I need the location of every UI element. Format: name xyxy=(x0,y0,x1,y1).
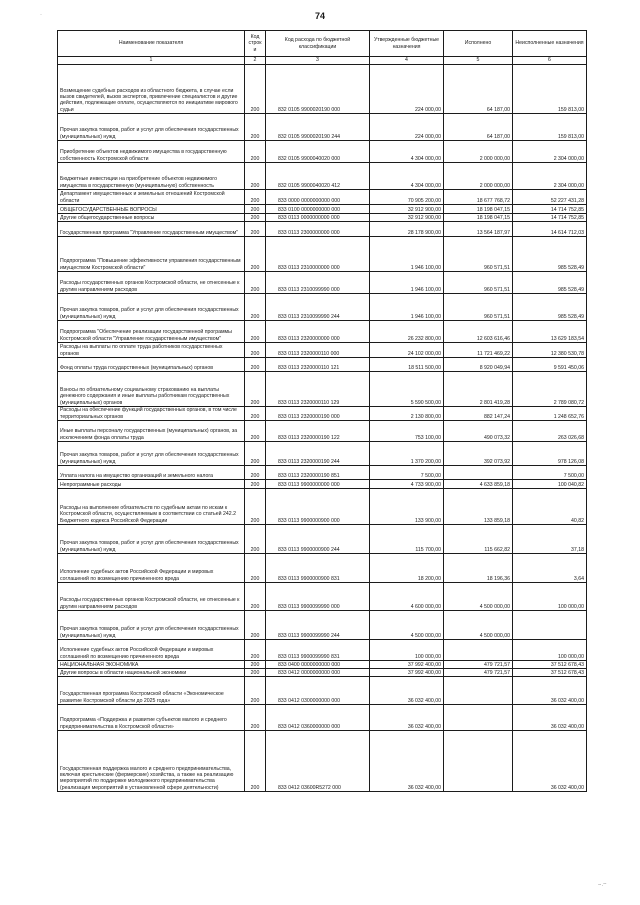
table-row xyxy=(58,640,587,661)
row-executed: 4 500 000,00 xyxy=(444,583,513,611)
row-name: Прочая закупка товаров, работ и услуг для обеспечения государственных (муниципальных) нужд xyxy=(58,442,245,466)
column-index: 4 xyxy=(370,57,444,65)
row-approved: 70 905 200,00 xyxy=(370,190,444,205)
row-classification: 833 0113 2320000000 000 xyxy=(266,321,370,343)
row-executed: 4 633 859,18 xyxy=(444,480,513,489)
row-approved: 4 304 000,00 xyxy=(370,163,444,190)
row-unexecuted: 36 032 400,00 xyxy=(513,731,587,792)
row-unexecuted: 985 528,49 xyxy=(513,294,587,321)
row-unexecuted: 2 304 000,00 xyxy=(513,163,587,190)
row-name: Расходы на выполнение обязательств по судебным актам по искам к Костромской области, осуществляемым в соответствии со статьей 242.2 Бюджетного кодекса Российской Федерации xyxy=(58,489,245,525)
row-unexecuted: 159 813,00 xyxy=(513,114,587,141)
row-code: 200 xyxy=(245,214,266,222)
row-name: Другие вопросы в области национальной экономики xyxy=(58,669,245,677)
scan-mark: · xyxy=(40,12,42,18)
row-executed: 64 187,00 xyxy=(444,114,513,141)
row-approved: 36 032 400,00 xyxy=(370,705,444,731)
row-classification: 832 0105 9900020190 000 xyxy=(266,65,370,114)
table-row xyxy=(58,611,587,640)
table-row xyxy=(58,669,587,677)
row-classification: 833 0113 9900099990 244 xyxy=(266,611,370,640)
row-code: 200 xyxy=(245,640,266,661)
table-row xyxy=(58,489,587,525)
table-row xyxy=(58,65,587,114)
row-approved: 5 590 500,00 xyxy=(370,372,444,407)
row-name: Исполнение судебных актов Российской Федерации и мировых соглашений по возмещению причиненного вреда xyxy=(58,554,245,583)
row-classification: 833 0113 2320000190 122 xyxy=(266,421,370,442)
table-row xyxy=(58,321,587,343)
column-index-row xyxy=(58,57,587,65)
row-classification: 833 0113 2320000190 851 xyxy=(266,466,370,480)
row-executed: 133 859,18 xyxy=(444,489,513,525)
row-code: 200 xyxy=(245,222,266,237)
row-name: Иные выплаты персоналу государственных (муниципальных) органов, за исключением фонда оплаты труда xyxy=(58,421,245,442)
row-unexecuted: 100 040,82 xyxy=(513,480,587,489)
row-classification: 833 0113 0000000000 000 xyxy=(266,214,370,222)
table-row xyxy=(58,583,587,611)
row-unexecuted: 37 512 678,43 xyxy=(513,661,587,669)
row-approved: 2 130 800,00 xyxy=(370,407,444,421)
row-classification: 833 0113 9900000900 000 xyxy=(266,489,370,525)
row-classification: 833 0113 9900099990 831 xyxy=(266,640,370,661)
row-executed: 479 721,57 xyxy=(444,669,513,677)
table-row xyxy=(58,661,587,669)
row-name: Подпрограмма "Обеспечение реализации государственной программы Костромской области "Управление государственным имуществом" xyxy=(58,321,245,343)
row-executed: 2 000 000,00 xyxy=(444,163,513,190)
table-row xyxy=(58,480,587,489)
row-code: 200 xyxy=(245,583,266,611)
row-executed: 64 187,00 xyxy=(444,65,513,114)
row-unexecuted: 13 629 183,54 xyxy=(513,321,587,343)
row-approved: 36 032 400,00 xyxy=(370,731,444,792)
row-name: Государственная программа Костромской области «Экономическое развитие Костромской области до 2025 года» xyxy=(58,677,245,705)
table-row xyxy=(58,343,587,358)
row-name: Расходы государственных органов Костромской области, не отнесенные к другим направлениям расходов xyxy=(58,583,245,611)
row-approved: 224 000,00 xyxy=(370,65,444,114)
row-classification: 833 0113 2310000000 000 xyxy=(266,237,370,272)
scan-mark: ~.~ xyxy=(597,881,608,889)
column-index: 1 xyxy=(58,57,245,65)
row-unexecuted xyxy=(513,611,587,640)
page-number: 74 xyxy=(314,11,325,21)
row-classification: 833 0400 0000000000 000 xyxy=(266,661,370,669)
column-index: 3 xyxy=(266,57,370,65)
table-row xyxy=(58,554,587,583)
row-approved: 18 200,00 xyxy=(370,554,444,583)
row-unexecuted: 263 026,68 xyxy=(513,421,587,442)
row-approved: 753 100,00 xyxy=(370,421,444,442)
row-name: Приобретение объектов недвижимого имущества в государственную собственность Костромской области xyxy=(58,141,245,163)
row-executed: 479 721,57 xyxy=(444,661,513,669)
header-code: Код строк и xyxy=(245,31,266,57)
row-name: Взносы по обязательному социальному страхованию на выплаты денежного содержания и иные выплаты работникам государственных (муниципальных) органов xyxy=(58,372,245,407)
table-row xyxy=(58,442,587,466)
row-executed: 8 920 049,94 xyxy=(444,358,513,372)
row-unexecuted: 1 248 652,76 xyxy=(513,407,587,421)
row-name: Расходы на обеспечение функций государственных органов, в том числе территориальных органов xyxy=(58,407,245,421)
row-name: Государственная программа "Управление государственным имуществом" xyxy=(58,222,245,237)
row-executed: 960 571,51 xyxy=(444,237,513,272)
row-classification: 833 0412 0300000000 000 xyxy=(266,677,370,705)
row-executed: 18 198 047,15 xyxy=(444,214,513,222)
row-code: 200 xyxy=(245,65,266,114)
row-unexecuted: 100 000,00 xyxy=(513,640,587,661)
row-approved: 133 900,00 xyxy=(370,489,444,525)
row-approved: 37 992 400,00 xyxy=(370,669,444,677)
table-row xyxy=(58,114,587,141)
row-unexecuted: 12 380 530,78 xyxy=(513,343,587,358)
row-executed xyxy=(444,466,513,480)
row-name: Подпрограмма "Повышение эффективности управления государственным имуществом Костромской области" xyxy=(58,237,245,272)
row-code: 200 xyxy=(245,163,266,190)
row-classification: 833 0113 2310099990 000 xyxy=(266,272,370,294)
row-unexecuted: 9 591 450,06 xyxy=(513,358,587,372)
row-executed: 490 073,32 xyxy=(444,421,513,442)
row-unexecuted: 37,18 xyxy=(513,525,587,554)
row-name: Подпрограмма «Поддержка и развитие субъектов малого и среднего предпринимательства в Костромской области» xyxy=(58,705,245,731)
row-executed xyxy=(444,705,513,731)
row-name: Расходы на выплаты по оплате труда работников государственных органов xyxy=(58,343,245,358)
row-code: 200 xyxy=(245,525,266,554)
row-approved: 224 000,00 xyxy=(370,114,444,141)
row-approved: 7 500,00 xyxy=(370,466,444,480)
row-code: 200 xyxy=(245,489,266,525)
row-classification: 833 0113 9900000900 244 xyxy=(266,525,370,554)
row-executed: 2 801 419,28 xyxy=(444,372,513,407)
row-code: 200 xyxy=(245,466,266,480)
row-classification: 832 0105 9900020190 244 xyxy=(266,114,370,141)
row-approved: 1 370 200,00 xyxy=(370,442,444,466)
row-executed: 115 662,82 xyxy=(444,525,513,554)
row-classification: 833 0113 2320000110 000 xyxy=(266,343,370,358)
row-code: 200 xyxy=(245,321,266,343)
row-name: Прочая закупка товаров, работ и услуг для обеспечения государственных (муниципальных) нужд xyxy=(58,114,245,141)
column-index: 5 xyxy=(444,57,513,65)
row-executed: 18 677 768,72 xyxy=(444,190,513,205)
table-row xyxy=(58,205,587,214)
row-code: 200 xyxy=(245,272,266,294)
row-code: 200 xyxy=(245,114,266,141)
row-code: 200 xyxy=(245,669,266,677)
table-row xyxy=(58,525,587,554)
row-approved: 4 733 900,00 xyxy=(370,480,444,489)
row-classification: 833 0113 2320000110 121 xyxy=(266,358,370,372)
row-executed: 13 564 187,97 xyxy=(444,222,513,237)
row-approved: 1 946 100,00 xyxy=(370,237,444,272)
row-name: Возмещение судебных расходов из областного бюджета, в случае если вызов свидетелей, вызов экспертов, привлечение специалистов и другие действия, подлежащие оплате, осуществляются по инициативе мирового судьи xyxy=(58,65,245,114)
row-code: 200 xyxy=(245,141,266,163)
row-executed: 4 500 000,00 xyxy=(444,611,513,640)
row-unexecuted: 14 714 752,85 xyxy=(513,205,587,214)
row-code: 200 xyxy=(245,294,266,321)
row-executed: 882 147,24 xyxy=(444,407,513,421)
row-classification: 833 0412 0360000000 000 xyxy=(266,705,370,731)
row-classification: 832 0105 9900040020 000 xyxy=(266,141,370,163)
table-row xyxy=(58,272,587,294)
row-code: 200 xyxy=(245,611,266,640)
header-unexecuted: Неисполненные назначения xyxy=(513,31,587,57)
row-code: 200 xyxy=(245,407,266,421)
row-classification: 833 0113 9900000900 831 xyxy=(266,554,370,583)
row-code: 200 xyxy=(245,677,266,705)
row-unexecuted: 985 528,49 xyxy=(513,237,587,272)
column-index: 6 xyxy=(513,57,587,65)
row-name: Расходы государственных органов Костромской области, не отнесенные к другим направлениям расходов xyxy=(58,272,245,294)
row-unexecuted: 36 032 400,00 xyxy=(513,705,587,731)
row-code: 200 xyxy=(245,554,266,583)
row-name: Фонд оплаты труда государственных (муниципальных) органов xyxy=(58,358,245,372)
row-classification: 833 0113 9900000000 000 xyxy=(266,480,370,489)
row-classification: 833 0000 0000000000 000 xyxy=(266,190,370,205)
row-code: 200 xyxy=(245,731,266,792)
row-name: Другие общегосударственные вопросы xyxy=(58,214,245,222)
row-classification: 833 0113 2320000190 000 xyxy=(266,407,370,421)
row-executed: 11 721 469,22 xyxy=(444,343,513,358)
row-executed: 18 198 047,15 xyxy=(444,205,513,214)
row-unexecuted: 3,64 xyxy=(513,554,587,583)
header-executed: Исполнено xyxy=(444,31,513,57)
row-approved: 4 304 000,00 xyxy=(370,141,444,163)
table-row xyxy=(58,237,587,272)
table-row xyxy=(58,222,587,237)
row-classification: 833 0113 2300000000 000 xyxy=(266,222,370,237)
row-executed: 960 571,51 xyxy=(444,272,513,294)
row-executed: 392 073,92 xyxy=(444,442,513,466)
row-name: Государственная поддержка малого и среднего предпринимательства, включая крестьянские (фермерские) хозяйства, а также на реализацию мероприятий по поддержке молодежного предпринимательства (реализация мероприятий в установленной сфере деятельности) xyxy=(58,731,245,792)
table-row xyxy=(58,190,587,205)
row-approved: 100 000,00 xyxy=(370,640,444,661)
row-name: Исполнение судебных актов Российской Федерации и мировых соглашений по возмещению причиненного вреда xyxy=(58,640,245,661)
table-row xyxy=(58,731,587,792)
row-approved: 18 511 500,00 xyxy=(370,358,444,372)
row-name: ОБЩЕГОСУДАРСТВЕННЫЕ ВОПРОСЫ xyxy=(58,205,245,214)
row-unexecuted: 100 000,00 xyxy=(513,583,587,611)
table-row xyxy=(58,163,587,190)
row-executed: 2 000 000,00 xyxy=(444,141,513,163)
row-name: НАЦИОНАЛЬНАЯ ЭКОНОМИКА xyxy=(58,661,245,669)
row-code: 200 xyxy=(245,421,266,442)
row-executed xyxy=(444,640,513,661)
row-classification: 833 0412 0000000000 000 xyxy=(266,669,370,677)
row-code: 200 xyxy=(245,358,266,372)
row-unexecuted: 7 500,00 xyxy=(513,466,587,480)
row-code: 200 xyxy=(245,705,266,731)
row-name: Прочая закупка товаров, работ и услуг для обеспечения государственных (муниципальных) нужд xyxy=(58,525,245,554)
row-name: Прочая закупка товаров, работ и услуг для обеспечения государственных (муниципальных) нужд xyxy=(58,294,245,321)
row-executed xyxy=(444,731,513,792)
budget-execution-table xyxy=(57,30,587,792)
row-unexecuted: 36 032 400,00 xyxy=(513,677,587,705)
row-name: Прочая закупка товаров, работ и услуг для обеспечения государственных (муниципальных) нужд xyxy=(58,611,245,640)
row-code: 200 xyxy=(245,237,266,272)
row-classification: 833 0113 2320000190 244 xyxy=(266,442,370,466)
row-name: Непрограммные расходы xyxy=(58,480,245,489)
row-code: 200 xyxy=(245,372,266,407)
row-executed xyxy=(444,677,513,705)
table-row xyxy=(58,407,587,421)
row-approved: 28 178 900,00 xyxy=(370,222,444,237)
row-approved: 1 946 100,00 xyxy=(370,294,444,321)
row-name: Бюджетные инвестиции на приобретение объектов недвижимого имущества в государственную (муниципальную) собственность xyxy=(58,163,245,190)
row-classification: 833 0412 03600R5272 000 xyxy=(266,731,370,792)
row-classification: 833 0100 0000000000 000 xyxy=(266,205,370,214)
row-approved: 1 946 100,00 xyxy=(370,272,444,294)
row-approved: 36 032 400,00 xyxy=(370,677,444,705)
table-row xyxy=(58,358,587,372)
row-unexecuted: 2 789 080,72 xyxy=(513,372,587,407)
row-name: Департамент имущественных и земельных отношений Костромской области xyxy=(58,190,245,205)
column-index: 2 xyxy=(245,57,266,65)
row-unexecuted: 985 528,49 xyxy=(513,272,587,294)
row-executed: 12 603 616,46 xyxy=(444,321,513,343)
table-row xyxy=(58,677,587,705)
row-name: Уплата налога на имущество организаций и земельного налога xyxy=(58,466,245,480)
row-executed: 18 196,36 xyxy=(444,554,513,583)
header-classification: Код расхода по бюджетной классификации xyxy=(266,31,370,57)
row-unexecuted: 37 512 678,43 xyxy=(513,669,587,677)
table-row xyxy=(58,141,587,163)
row-code: 200 xyxy=(245,190,266,205)
row-approved: 32 912 900,00 xyxy=(370,205,444,214)
table-header-row xyxy=(58,31,587,57)
row-unexecuted: 2 304 000,00 xyxy=(513,141,587,163)
row-classification: 833 0113 2320000110 129 xyxy=(266,372,370,407)
row-approved: 32 912 900,00 xyxy=(370,214,444,222)
row-approved: 115 700,00 xyxy=(370,525,444,554)
row-unexecuted: 40,82 xyxy=(513,489,587,525)
row-code: 200 xyxy=(245,205,266,214)
row-approved: 4 500 000,00 xyxy=(370,611,444,640)
row-code: 200 xyxy=(245,442,266,466)
row-approved: 26 232 800,00 xyxy=(370,321,444,343)
row-classification: 833 0113 9900099990 000 xyxy=(266,583,370,611)
row-code: 200 xyxy=(245,343,266,358)
row-approved: 37 992 400,00 xyxy=(370,661,444,669)
header-name: Наименование показателя xyxy=(58,31,245,57)
row-executed: 960 571,51 xyxy=(444,294,513,321)
row-unexecuted: 14 614 712,03 xyxy=(513,222,587,237)
table-row xyxy=(58,466,587,480)
table-row xyxy=(58,705,587,731)
row-unexecuted: 14 714 752,85 xyxy=(513,214,587,222)
row-code: 200 xyxy=(245,661,266,669)
row-code: 200 xyxy=(245,480,266,489)
table-row xyxy=(58,294,587,321)
row-classification: 832 0105 9900040020 412 xyxy=(266,163,370,190)
row-approved: 24 102 000,00 xyxy=(370,343,444,358)
row-unexecuted: 978 126,08 xyxy=(513,442,587,466)
row-unexecuted: 159 813,00 xyxy=(513,65,587,114)
row-unexecuted: 52 227 431,28 xyxy=(513,190,587,205)
table-row xyxy=(58,372,587,407)
table-row xyxy=(58,214,587,222)
table-row xyxy=(58,421,587,442)
row-classification: 833 0113 2310099990 244 xyxy=(266,294,370,321)
row-approved: 4 600 000,00 xyxy=(370,583,444,611)
header-approved: Утвержденные бюджетные назначения xyxy=(370,31,444,57)
